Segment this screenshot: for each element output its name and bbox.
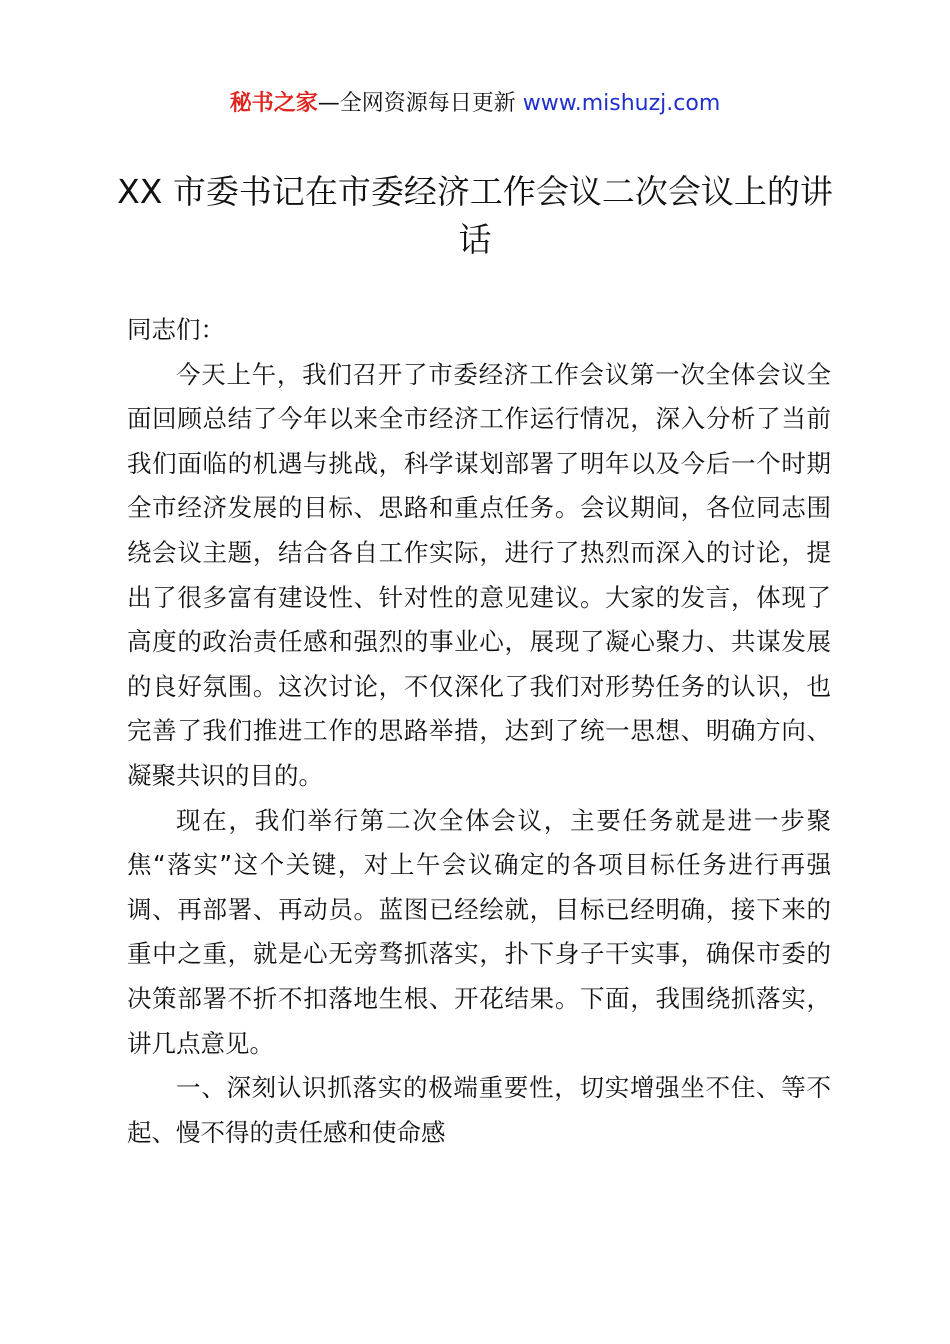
site-slogan: —全网资源每日更新	[317, 91, 523, 116]
site-url-link[interactable]: www.mishuzj.com	[522, 91, 721, 116]
section-heading: 一、深刻认识抓落实的极端重要性，切实增强坐不住、等不起、慢不得的责任感和使命感	[127, 1073, 831, 1147]
site-header	[0, 86, 950, 122]
site-brand: 秘书之家	[229, 91, 318, 116]
document-title: XX 市委书记在市委经济工作会议二次会议上的讲话	[117, 172, 833, 259]
greeting: 同志们：	[127, 315, 225, 344]
paragraph-2: 现在，我们举行第二次全体会议，主要任务就是进一步聚焦“落实”这个关键，对上午会议确定的各项目标任务进行再强调、再部署、再动员。蓝图已经绘就，目标已经明确，接下来的重中之重，就是心无旁骛抓落实，扑下身子干实事，确保市委的决策部署不折不扣落地生根、开花结果。下面，我围绕抓落实，讲几点意见。	[127, 805, 831, 1058]
document-body	[127, 308, 831, 1155]
paragraph-1: 今天上午，我们召开了市委经济工作会议第一次全体会议全面回顾总结了今年以来全市经济工作运行情况，深入分析了当前我们面临的机遇与挑战，科学谋划部署了明年以及今后一个时期全市经济发展的目标、思路和重点任务。会议期间，各位同志围绕会议主题，结合各自工作实际，进行了热烈而深入的讨论，提出了很多富有建设性、针对性的意见建议。大家的发言，体现了高度的政治责任感和强烈的事业心，展现了凝心聚力、共谋发展的良好氛围。这次讨论，不仅深化了我们对形势任务的认识，也完善了我们推进工作的思路举措，达到了统一思想、明确方向、凝聚共识的目的。	[127, 359, 831, 790]
